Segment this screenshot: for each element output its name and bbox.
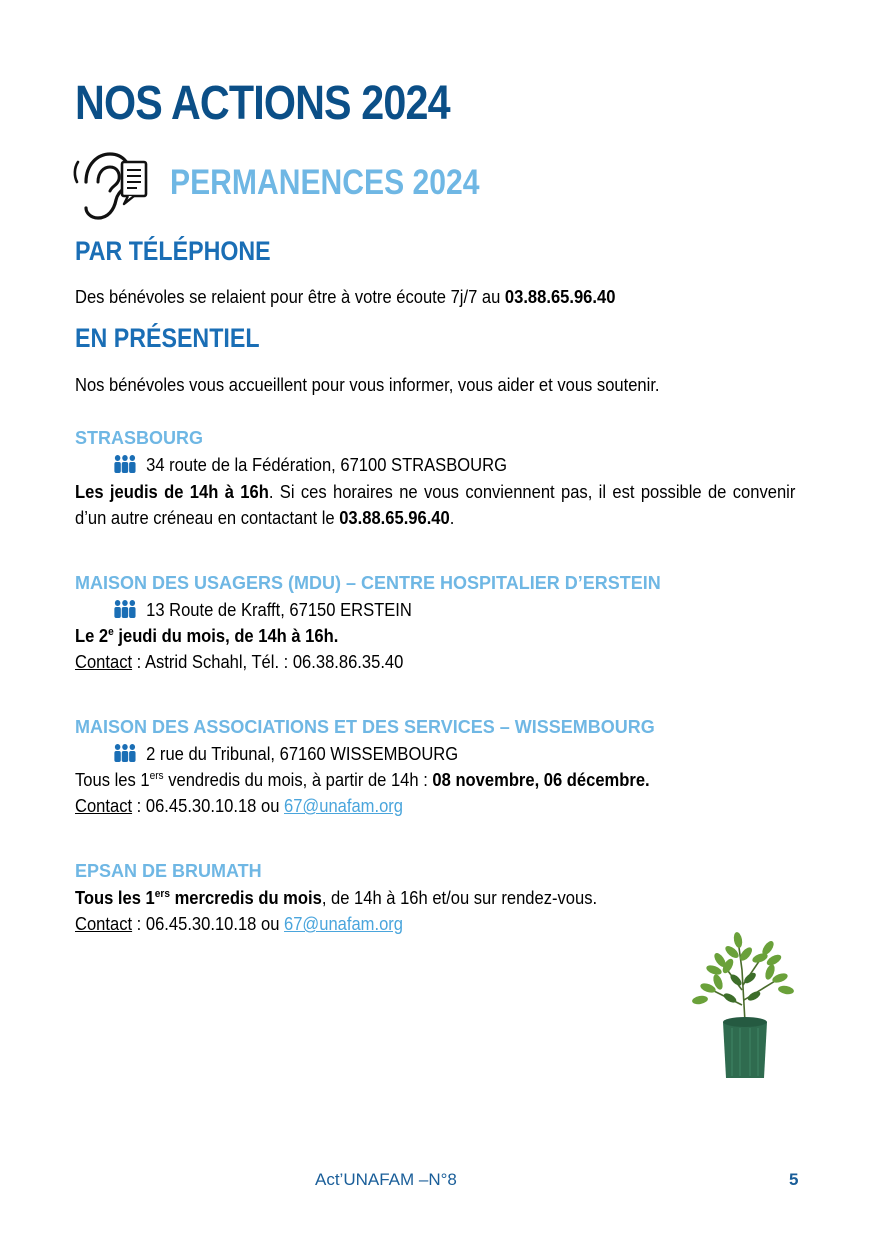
address-text: 2 rue du Tribunal, 67160 WISSEMBOURG (146, 744, 459, 764)
phone-number: 03.88.65.96.40 (339, 508, 450, 528)
email-link[interactable]: 67@unafam.org (284, 914, 404, 934)
ordinal-sup: ers (154, 888, 170, 900)
contact-text: : 06.45.30.10.18 ou (132, 914, 285, 934)
ordinal-sup: ers (149, 770, 164, 782)
address-text: 13 Route de Krafft, 67150 ERSTEIN (146, 600, 412, 620)
ordinal-sup: e (108, 626, 114, 638)
hours-text: jeudi du mois, de 14h à 16h. (113, 626, 339, 646)
address-strasbourg (113, 452, 507, 478)
address-wissembourg (113, 741, 458, 767)
hours-end: . (449, 508, 455, 528)
hours-brumath (75, 885, 597, 911)
people-icon (113, 599, 137, 619)
page-title: NOS ACTIONS 2024 (75, 77, 450, 130)
location-heading-erstein: MAISON DES USAGERS (MDU) – CENTRE HOSPITALIER D’ERSTEIN (75, 573, 661, 593)
hours-strasbourg (75, 479, 795, 531)
email-link[interactable]: 67@unafam.org (284, 796, 404, 816)
hours-text: . Si ces horaires ne vous conviennent pas, il est possible de convenir d’un autre créneau en contactant le (75, 482, 796, 528)
presentiel-intro: Nos bénévoles vous accueillent pour vous informer, vous aider et vous soutenir. (75, 375, 660, 395)
hours-text: Le 2 (75, 626, 109, 646)
contact-text: : 06.45.30.10.18 ou (132, 796, 285, 816)
location-heading-strasbourg: STRASBOURG (75, 428, 204, 448)
page-number: 5 (789, 1170, 799, 1189)
hours-text: Tous les 1 (75, 770, 150, 790)
hours-text: , de 14h à 16h et/ou sur rendez-vous. (321, 888, 598, 908)
address-text: 34 route de la Fédération, 67100 STRASBOURG (146, 455, 507, 475)
hours-wissembourg (75, 767, 650, 793)
dates-bold: 08 novembre, 06 décembre. (432, 770, 650, 790)
section-title-permanences: PERMANENCES 2024 (170, 163, 480, 202)
contact-label: Contact (75, 796, 133, 816)
people-icon (113, 454, 137, 474)
hours-erstein (75, 623, 338, 649)
heading-par-telephone: PAR TÉLÉPHONE (75, 236, 271, 266)
address-erstein (113, 597, 412, 623)
contact-wissembourg (75, 793, 403, 819)
contact-label: Contact (75, 652, 133, 672)
location-heading-wissembourg: MAISON DES ASSOCIATIONS ET DES SERVICES – WISSEMBOURG (75, 717, 655, 737)
hours-bold: Les jeudis de 14h à 16h (75, 482, 269, 502)
footer-publication: Act’UNAFAM –N°8 (315, 1170, 457, 1189)
location-heading-brumath: EPSAN DE BRUMATH (75, 861, 262, 881)
contact-label: Contact (75, 914, 133, 934)
contact-text: : Astrid Schahl, Tél. : 06.38.86.35.40 (132, 652, 404, 672)
hours-text: vendredis du mois, à partir de 14h : (163, 770, 433, 790)
people-icon (113, 743, 137, 763)
phone-text: Des bénévoles se relaient pour être à votre écoute 7j/7 au (75, 287, 505, 307)
contact-brumath (75, 911, 403, 937)
contact-erstein (75, 649, 403, 675)
heading-en-presentiel: EN PRÉSENTIEL (75, 323, 260, 353)
ear-listening-icon (72, 150, 152, 222)
hours-bold: Tous les 1 (75, 888, 155, 908)
phone-paragraph (75, 284, 615, 310)
plant-decoration (690, 930, 800, 1085)
phone-number: 03.88.65.96.40 (504, 287, 616, 307)
hours-bold: mercredis du mois (169, 888, 322, 908)
